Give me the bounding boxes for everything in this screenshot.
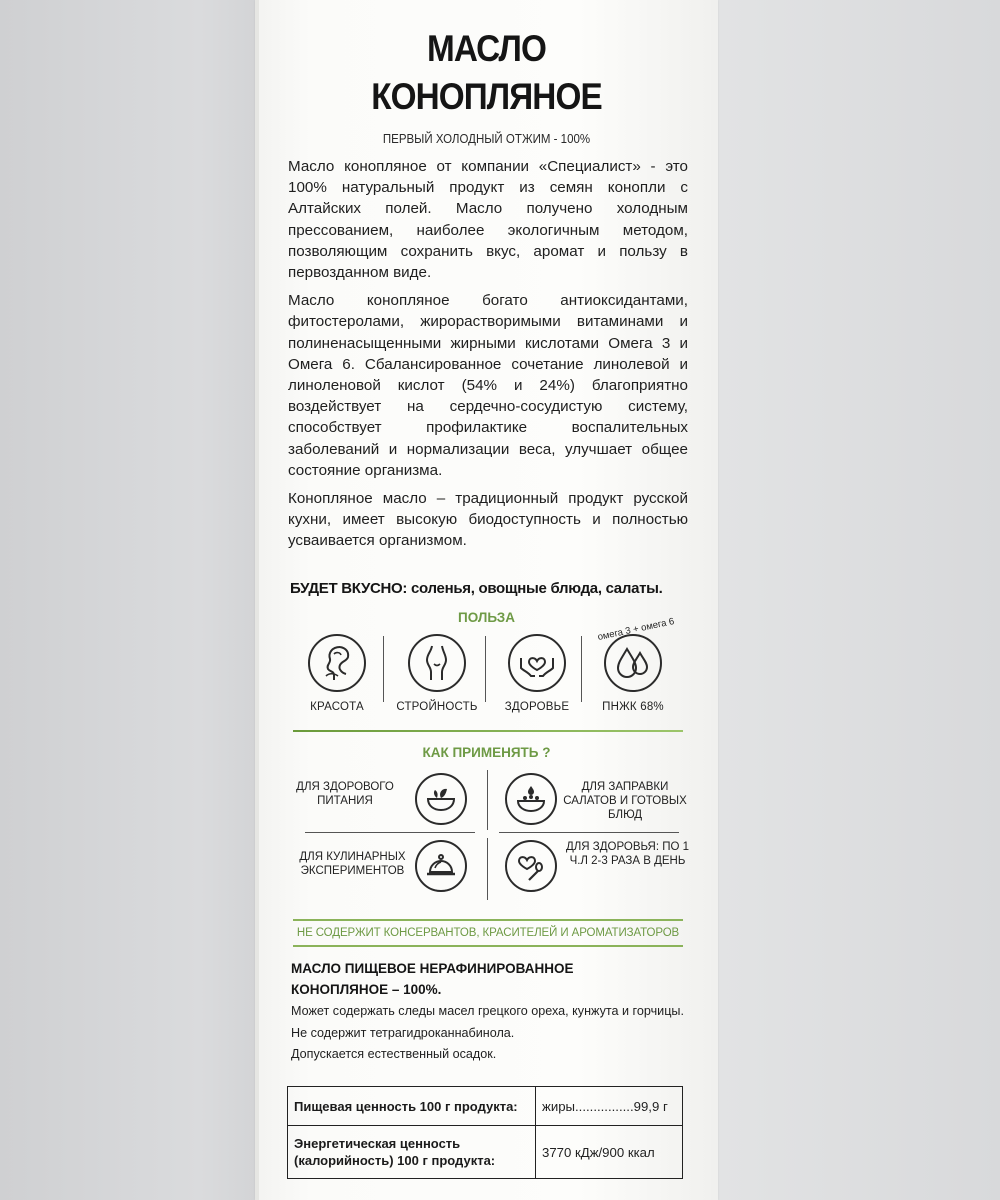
description-paragraph-3: Конопляное масло – традиционный продукт русской кухни, имеет высокую биодоступность и полностью усваивается организмом. (288, 490, 688, 550)
usage-text-health: ДЛЯ ЗДОРОВЬЯ: ПО 1 Ч.Л 2-3 РАЗА В ДЕНЬ (565, 841, 690, 867)
benefit-health (489, 634, 585, 713)
usage-text-healthy: ДЛЯ ЗДОРОВОГО ПИТАНИЯ (296, 781, 394, 807)
spoon-heart-icon (505, 840, 557, 892)
benefits-title: ПОЛЬЗА (458, 610, 515, 625)
composition-line: Может содержать следы масел грецкого ореха, кунжута и горчицы. (291, 1004, 684, 1018)
usage-text-culinary: ДЛЯ КУЛИНАРНЫХ ЭКСПЕРИМЕНТОВ (299, 851, 406, 877)
composition-title: МАСЛО ПИЩЕВОЕ НЕРАФИНИРОВАННОЕ КОНОПЛЯНОЕ – 100%. (291, 961, 574, 997)
divider (581, 636, 582, 702)
product-box-side (255, 0, 718, 1200)
benefit-beauty (289, 634, 385, 713)
nutrition-value: 3770 кДж/900 ккал (536, 1126, 683, 1179)
benefit-label: ПНЖК 68% (602, 701, 664, 713)
benefit-pufa (585, 616, 681, 713)
cloche-icon (415, 840, 467, 892)
benefit-label: СТРОЙНОСТЬ (396, 701, 478, 713)
divider (383, 636, 384, 702)
nutrition-label: Пищевая ценность 100 г продукта: (288, 1087, 536, 1126)
benefit-slimness (389, 634, 485, 713)
divider (305, 832, 475, 833)
tasty-line: БУДЕТ ВКУСНО: соленья, овощные блюда, салаты. (290, 580, 663, 597)
table-row (288, 1087, 683, 1126)
product-subtitle: ПЕРВЫЙ ХОЛОДНЫЙ ОТЖИМ - 100% (382, 132, 591, 146)
description-paragraph-1: Масло конопляное от компании «Специалист» - это 100% натуральный продукт из семян конопли с Алтайских полей. Масло получено холодным прессованием, наиболее экологичным методом, позволяющим сохранить вкус, аромат и пользу в первозданном виде. (288, 158, 688, 282)
divider (485, 636, 486, 702)
product-title-line2: КОНОПЛЯНОЕ (371, 76, 602, 117)
usage-text-dressing: ДЛЯ ЗАПРАВКИ САЛАТОВ И ГОТОВЫХ БЛЮД (563, 781, 687, 821)
nutrition-label: Энергетическая ценность (калорийность) 100 г продукта: (288, 1126, 536, 1179)
slim-body-icon (408, 634, 466, 692)
dressing-bowl-icon (505, 773, 557, 825)
hands-heart-icon (508, 634, 566, 692)
usage-title: КАК ПРИМЕНЯТЬ ? (422, 745, 551, 760)
description-paragraph-2: Масло конопляное богато антиоксидантами, фитостеролами, жирорастворимыми витаминами и полиненасыщенными жирными кислотами Омега 3 и Омега 6. Сбалансированное сочетание линолевой и линоленовой кислот (54% и 24%) благоприятно воздействует на сердечно-сосудистую систему, способствует профилактике воспалительных заболеваний и нормализации веса, улучшает общее состояние организма. (288, 292, 688, 479)
nutrition-table (287, 1086, 683, 1179)
benefit-label: КРАСОТА (310, 701, 364, 713)
composition-line: Допускается естественный осадок. (291, 1047, 497, 1061)
salad-bowl-icon (415, 773, 467, 825)
box-fold-edge (255, 0, 259, 1200)
composition-line: Не содержит тетрагидроканнабинола. (291, 1025, 515, 1040)
benefit-label: ЗДОРОВЬЕ (504, 701, 570, 713)
divider (487, 770, 488, 830)
woman-hair-icon (308, 634, 366, 692)
product-title-line1: МАСЛО (427, 28, 546, 69)
nutrition-value: жиры................99,9 г (536, 1087, 683, 1126)
divider (499, 832, 679, 833)
drops-icon (604, 634, 662, 692)
green-separator (293, 730, 683, 732)
omega-ring-text: омега 3 + омега 6 (596, 616, 676, 643)
description (288, 156, 688, 559)
table-row (288, 1126, 683, 1179)
divider (487, 838, 488, 900)
composition-text (291, 1001, 691, 1066)
no-preservatives-banner: НЕ СОДЕРЖИТ КОНСЕРВАНТОВ, КРАСИТЕЛЕЙ И АРОМАТИЗАТОРОВ (293, 919, 683, 947)
